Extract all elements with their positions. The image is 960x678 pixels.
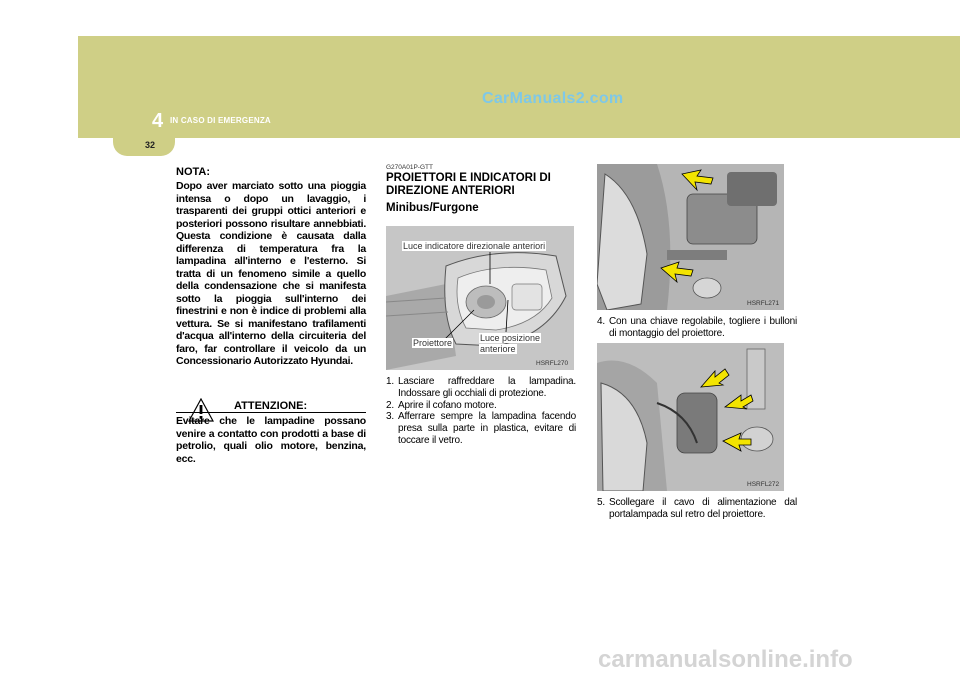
watermark-top-link[interactable]: CarManuals2.com [482,90,624,107]
nota-block [176,166,366,368]
section-subtitle: Minibus/Furgone [386,202,479,214]
list-item: 1. Lasciare raffreddare la lampadina. Indossare gli occhiali di protezione. [386,376,576,399]
figure-1-code: HSRFL270 [536,360,569,367]
list-item: 2. Aprire il cofano motore. [386,399,497,411]
chapter-number: 4 [152,110,164,132]
headlamp-figure-3 [597,343,784,491]
nota-title: NOTA: [176,166,211,178]
label-position-light-1: Luce posizione [480,333,541,343]
section-header [386,164,576,214]
attenzione-body: Evitare che le lampadine possano venire a contatto con prodotti a base di petrolio, quali olio motore, benzina, ecc. [176,415,366,465]
attenzione-divider [176,412,366,413]
nota-body: Dopo aver marciato sotto una pioggia intensa o dopo un lavaggio, i trasparenti dei gruppi ottici anteriori e posteriori possono risultare annebbiati. Questa condizione è causata dalla differenza di temperatura fra la lampadina all'interno e l'esterno. Si tratta di un fenomeno simile a quello della condensazione che si manifesta sotto la pioggia sull'interno dei finestrini e non è indice di problemi alla vettura. Se si manifestano trafilamenti d'acqua all'interno della circuiteria del faro, far controllare il veicolo da un Concessionario Autorizzato Hyundai. [176,180,366,367]
headlamp-figure-1 [386,226,574,370]
list-item: 3. Afferrare sempre la lampadina facendo presa sulla parte in plastica, evitare di toccare il vetro. [386,411,576,446]
label-turn-indicator: Luce indicatore direzionale anteriori [403,241,546,251]
headlamp-rear-illustration [597,343,784,491]
label-position-light-2: anteriore [480,344,516,354]
engine-bay-illustration [597,164,784,310]
chapter-title: IN CASO DI EMERGENZA [170,116,271,125]
figure-3-code: HSRFL272 [747,481,780,488]
steps-list [386,376,576,447]
attenzione-title: ATTENZIONE: [234,400,308,412]
section-code: G270A01P-GTT [386,164,433,171]
page-number-tab [113,134,175,156]
figure-2-code: HSRFL271 [747,300,780,307]
page-number: 32 [145,140,156,150]
step-4: 4. Con una chiave regolabile, togliere i bulloni di montaggio del proiettore. [597,316,797,339]
headlamp-figure-2 [597,164,784,310]
label-projector: Proiettore [413,338,453,348]
watermark-bottom: carmanualsonline.info [598,646,853,673]
step-5: 5. Scollegare il cavo di alimentazione dal portalampada sul retro del proiettore. [597,497,797,520]
section-title: PROIETTORI E INDICATORI DI DIREZIONE ANTERIORI [386,172,551,197]
